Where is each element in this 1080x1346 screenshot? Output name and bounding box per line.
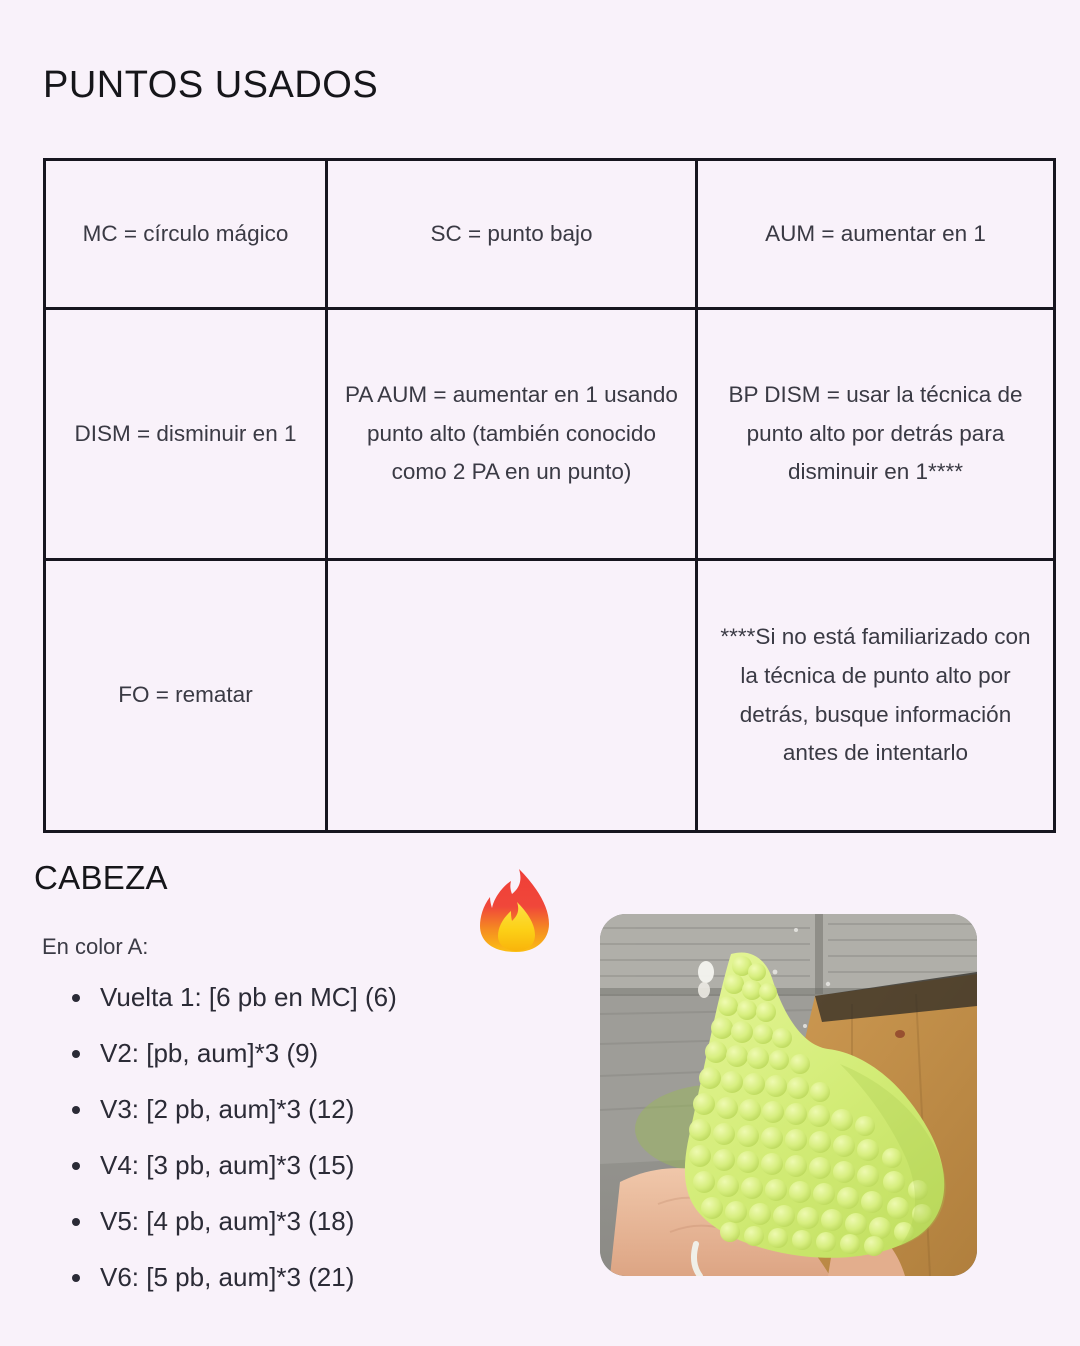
table-row: [45, 160, 1055, 309]
cell-empty: [327, 560, 697, 832]
cell-fo: FO = rematar: [45, 560, 327, 832]
cell-mc: MC = círculo mágico: [45, 160, 327, 309]
color-note: En color A:: [42, 934, 149, 959]
cell-aum: AUM = aumentar en 1: [697, 160, 1055, 309]
list-item: V6: [5 pb, aum]*3 (21): [66, 1264, 536, 1290]
section-title-cabeza: CABEZA: [34, 859, 168, 896]
page-title-puntos-usados: PUNTOS USADOS: [43, 64, 379, 106]
list-item: V4: [3 pb, aum]*3 (15): [66, 1152, 536, 1178]
fire-icon: [478, 866, 554, 952]
cell-footnote: ****Si no está familiarizado con la técnica de punto alto por detrás, busque información antes de intentarlo: [697, 560, 1055, 832]
head-rounds-list: [66, 984, 536, 1320]
list-item: Vuelta 1: [6 pb en MC] (6): [66, 984, 536, 1010]
cell-pa-aum: PA AUM = aumentar en 1 usando punto alto (también conocido como 2 PA en un punto): [327, 309, 697, 560]
cell-sc: SC = punto bajo: [327, 160, 697, 309]
list-item: V5: [4 pb, aum]*3 (18): [66, 1208, 536, 1234]
list-item: V3: [2 pb, aum]*3 (12): [66, 1096, 536, 1122]
stitch-abbreviations-table: [43, 158, 1056, 833]
crochet-photo: [600, 914, 977, 1276]
table-row: [45, 560, 1055, 832]
list-item: V2: [pb, aum]*3 (9): [66, 1040, 536, 1066]
table-row: [45, 309, 1055, 560]
cell-bp-dism: BP DISM = usar la técnica de punto alto por detrás para disminuir en 1****: [697, 309, 1055, 560]
cell-dism: DISM = disminuir en 1: [45, 309, 327, 560]
